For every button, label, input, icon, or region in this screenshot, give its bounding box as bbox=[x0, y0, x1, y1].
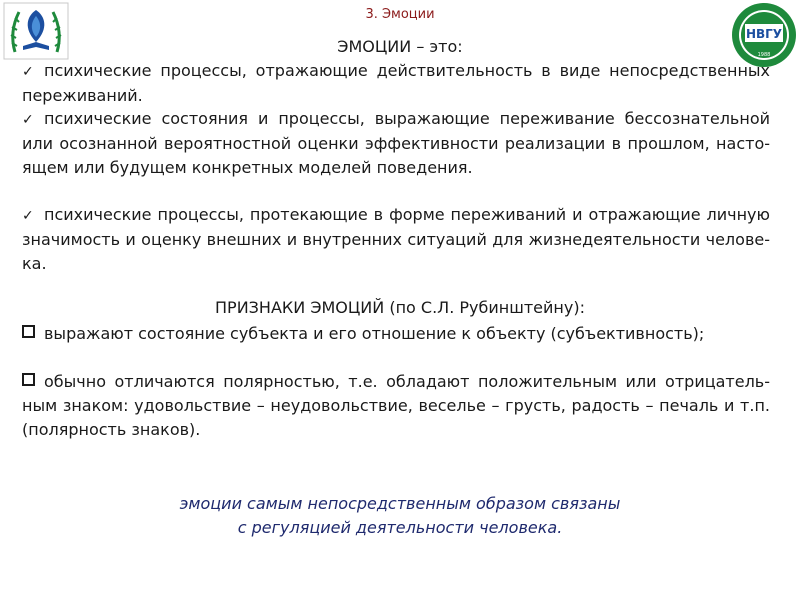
conclusion-text bbox=[0, 492, 800, 540]
definition-item: ✓ психические состояния и процессы, выражающие переживание бессознательной или осознанной вероятностной оценки эффективности реализации в прошлом, насто-ящем или будущем конкретных моделей поведения. bbox=[22, 109, 770, 177]
square-bullet-icon bbox=[22, 325, 35, 338]
slide-title: 3. Эмоции bbox=[365, 7, 435, 22]
checkmark-icon: ✓ bbox=[22, 208, 34, 224]
definition-heading: ЭМОЦИИ – это: bbox=[337, 37, 463, 56]
nvgu-logo-year: 1988 bbox=[757, 52, 771, 58]
signs-heading: ПРИЗНАКИ ЭМОЦИЙ (по С.Л. Рубинштейну): bbox=[215, 298, 585, 317]
definition-item: ✓ психические процессы, протекающие в форме переживаний и отражающие личную значимость и оценку внешних и внутренних ситуаций для жизнедеятельности челове-ка. bbox=[22, 205, 770, 273]
checkmark-icon: ✓ bbox=[22, 64, 34, 80]
signs-item: обычно отличаются полярностью, т.е. обладают положительным или отрицатель-ным знаком: удовольствие – неудовольствие, веселье – грусть, радость – печаль и т.п. (полярность знаков). bbox=[22, 372, 770, 439]
nvgu-logo-text: НВГУ bbox=[745, 27, 783, 41]
conclusion-line-1: эмоции самым непосредственным образом связаны bbox=[179, 494, 621, 513]
signs-item: выражают состояние субъекта и его отношение к объекту (субъективность); bbox=[22, 322, 770, 346]
square-bullet-icon bbox=[22, 373, 35, 386]
definition-item: ✓ психические процессы, отражающие действительность в виде непосредственных переживаний. bbox=[22, 61, 770, 105]
checkmark-icon: ✓ bbox=[22, 112, 34, 128]
conclusion-line-2: с регуляцией деятельности человека. bbox=[237, 518, 563, 537]
